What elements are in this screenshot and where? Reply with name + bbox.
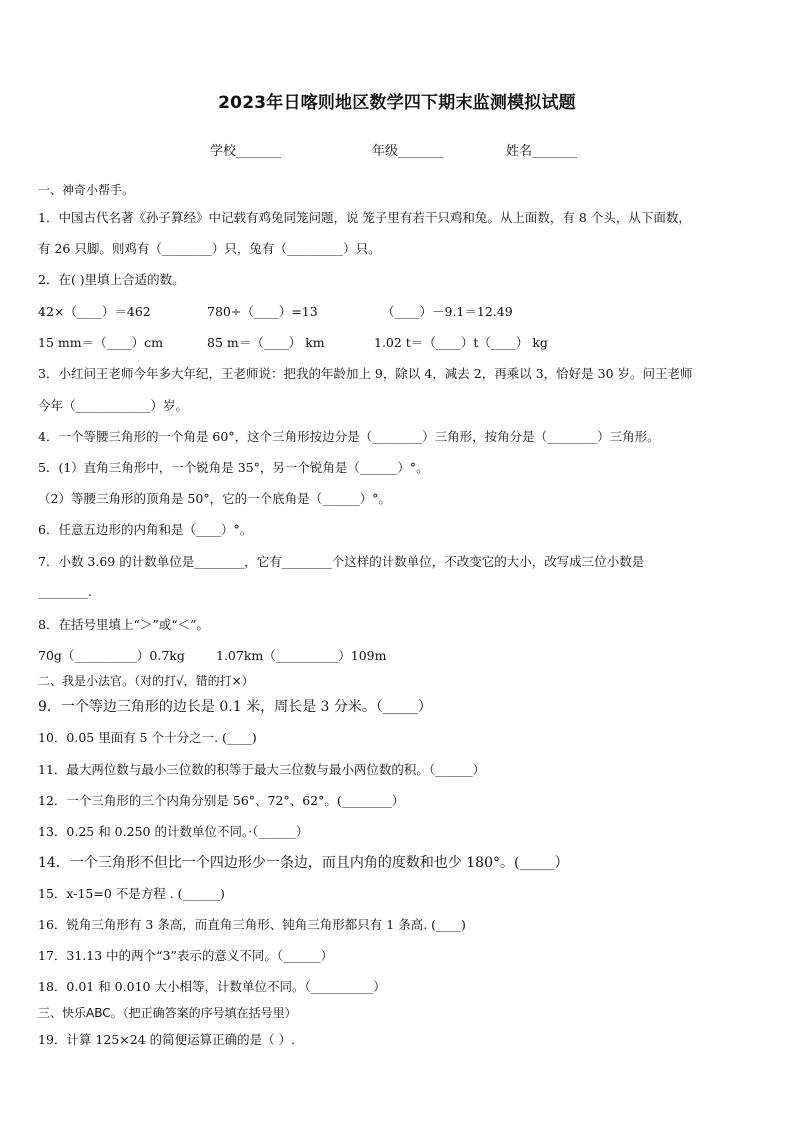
section-3-heading: 三、快乐ABC。（把正确答案的序号填在括号里）: [38, 1006, 297, 1020]
question-5-part-1: 5．(1）直角三角形中，一个锐角是 35°，另一个锐角是（______）°。: [38, 460, 429, 475]
question-7-line-2: ________.: [38, 584, 92, 599]
question-4: 4．一个等腰三角形的一个角是 60°，这个三角形按边分是（________）三角形，按角分是（________）三角形。: [38, 429, 660, 444]
question-7-line-1: 7．小数 3.69 的计数单位是________，它有________个这样的计数单位，不改变它的大小，改写成三位小数是: [38, 554, 645, 569]
school-field: 学校_______: [210, 144, 282, 159]
question-8-item-a: 70g（__________）0.7kg: [38, 648, 185, 663]
question-2-item-f: 1.02 t＝（____）t（____） kg: [374, 335, 548, 350]
question-19: 19．计算 125×24 的简便运算正确的是（ ）.: [38, 1032, 296, 1047]
question-2-item-c: （____）－9.1＝12.49: [382, 304, 513, 319]
question-2-item-e: 85 m＝（____） km: [207, 335, 325, 350]
question-12: 12．一个三角形的三个内角分别是 56°、72°、62°。(________）: [38, 793, 405, 808]
question-16: 16．锐角三角形有 3 条高，而直角三角形、钝角三角形都只有 1 条高. (____): [38, 917, 466, 932]
question-2-item-a: 42×（____）＝462: [38, 304, 151, 319]
question-14: 14．一个三角形不但比一个四边形少一条边，而且内角的度数和也少 180°。(_____）: [38, 855, 569, 871]
question-10: 10．0.05 里面有 5 个十分之一. (____): [38, 730, 257, 745]
question-1-line-1: 1．中国古代名著《孙子算经》中记载有鸡兔同笼问题，说 笼子里有若干只鸡和兔。从上面数，有 8 个头，从下面数，: [38, 210, 691, 225]
question-2-item-b: 780÷（____）=13: [207, 304, 318, 319]
question-8: 8．在括号里填上“＞”或“＜”。: [38, 617, 210, 632]
question-8-item-b: 1.07km（__________）109m: [216, 648, 387, 663]
question-5-part-2: （2）等腰三角形的顶角是 50°，它的一个底角是（______）°。: [38, 491, 391, 506]
question-13: 13．0.25 和 0.250 的计数单位不同。·（______）: [38, 824, 309, 839]
question-3-line-1: 3．小红问王老师今年多大年纪，王老师说：把我的年龄加上 9，除以 4，减去 2，再乘以 3，恰好是 30 岁。问王老师: [38, 366, 693, 381]
grade-field: 年级_______: [372, 144, 444, 159]
question-9: 9．一个等边三角形的边长是 0.1 米，周长是 3 分米。（_____）: [38, 699, 432, 715]
question-11: 11．最大两位数与最小三位数的积等于最大三位数与最小两位数的积。（______）: [38, 762, 486, 777]
exam-title: 2023年日喀则地区数学四下期末监测模拟试题: [218, 93, 576, 113]
question-2-item-d: 15 mm＝（____）cm: [38, 335, 163, 350]
question-3-line-2: 今年（____________）岁。: [38, 398, 189, 413]
question-6: 6．任意五边形的内角和是（____）°。: [38, 522, 253, 537]
question-2: 2．在( )里填上合适的数。: [38, 272, 185, 287]
name-field: 姓名_______: [506, 144, 578, 159]
question-1-line-2: 有 26 只脚。则鸡有（________）只，兔有（_________）只。: [38, 241, 381, 256]
section-2-heading: 二、我是小法官。（对的打√，错的打×）: [38, 674, 254, 688]
question-15: 15．x-15=0 不是方程 . (______): [38, 886, 225, 901]
question-18: 18．0.01 和 0.010 大小相等，计数单位不同。（__________）: [38, 979, 386, 994]
question-17: 17．31.13 中的两个“3”表示的意义不同。（______）: [38, 948, 334, 963]
section-1-heading: 一、神奇小帮手。: [38, 183, 135, 197]
